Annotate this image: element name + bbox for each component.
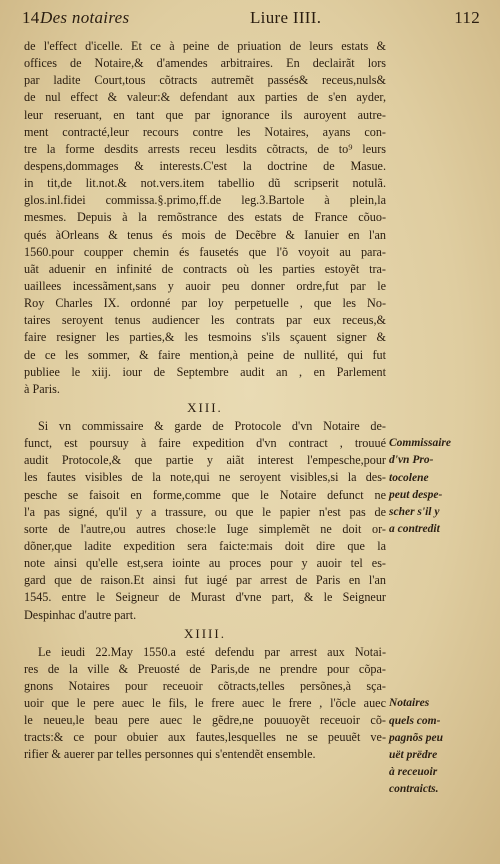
margin-note-line: Commissaire xyxy=(389,437,451,450)
text-line: taires seroyent tenus audiencer les contrats par eux receus,& xyxy=(24,313,386,328)
text-line: mesmes. Depuis à la remõstrance des estats de France cõuo- xyxy=(24,210,386,225)
text-line: faire resigner les parties,& les tesmoins s'ils sçauent signer & xyxy=(24,330,386,345)
text-line: funct, est poursuy à faire expedition d'vn contract , trouué xyxy=(24,436,386,451)
running-title: Des notaires xyxy=(40,8,130,27)
text-line: de l'effect d'icelle. Et ce à peine de priuation de leurs estats & xyxy=(24,39,386,53)
text-line: l'a pas signé, qu'il y a trassure, ou que le papier n'est pas de xyxy=(24,504,386,519)
margin-note-line: Notaires xyxy=(389,697,430,710)
margin-note-line: a contredit xyxy=(389,523,440,535)
text-line: le neueu,le beau pere auec le gẽdre,ne pouuoyẽt receuoir cõ- xyxy=(24,713,386,728)
text-line: sorte de l'autre,ou autres chose:le Iuge simplemẽt ne doit or- xyxy=(24,521,386,536)
text-line: rifier & auerer par telles personnes qui s'entendẽt ensemble. xyxy=(24,747,316,762)
text-line: uaillees incessãment,sans y auoir peu donner ordre,fut par le xyxy=(24,278,386,293)
text-line: à Paris. xyxy=(24,381,60,396)
section-heading: XIIII. xyxy=(184,625,226,641)
margin-note-line: quels com- xyxy=(389,714,441,727)
text-line: de ce les sommer, & faire mention,à peine de nullité, qui fut xyxy=(24,347,386,362)
text-line: tre la forme desdits arrests receu lesdits cõtracts, de to⁹ leurs xyxy=(24,141,386,156)
text-line: Roy Charles IX. ordonné par loy perpetuelle , que les No- xyxy=(24,296,386,311)
page-number: 14 xyxy=(22,8,40,27)
text-line: in tit,de lit.not.& not.vers.item tabellio dũ scripserit notulã. xyxy=(24,176,386,191)
text-line: les fautes visibles de la note,qui ne seroyent visibles,si la des- xyxy=(24,470,386,485)
body-text xyxy=(24,38,386,764)
text-line: tracts:& ce pour obuier aux fautes,lesquelles ne se peuuẽt ve- xyxy=(24,730,386,745)
text-line: Despinhac d'autre part. xyxy=(24,607,137,622)
text-line: 1560.pour coupper chemin és fausetés que l'õ voyoit au para- xyxy=(24,244,386,259)
margin-note-line: pagnõs peu xyxy=(389,731,443,744)
margin-note xyxy=(389,435,497,538)
margin-note-line: uët prëdre xyxy=(389,748,438,761)
margin-note-line: à receuoir xyxy=(389,765,438,778)
text-line: gnons Notaires pour receuoir cõtracts,telles persõnes,à sça- xyxy=(24,678,386,693)
text-line: res de la ville & Preuosté de Paris,de ne prendre pour cõpa- xyxy=(24,661,386,676)
text-line: qués àOrleans & tenus és mois de Decẽbre & Ianuier en l'an xyxy=(24,227,386,242)
book-label: Liure IIII. xyxy=(250,8,322,27)
text-line: Si vn commissaire & garde de Protocole d'vn Notaire de- xyxy=(38,418,386,433)
text-line: dõner,que ladite expedition sera faicte:mais doit dire que la xyxy=(24,538,386,553)
margin-note-line: d'vn Pro- xyxy=(389,454,434,467)
page-header xyxy=(22,8,480,32)
margin-note-line: scher s'il y xyxy=(389,505,440,518)
margin-note-line: tocolene xyxy=(389,471,429,484)
margin-note-line: contraicts. xyxy=(389,783,439,796)
section-heading: XIII. xyxy=(187,399,223,415)
text-line: ment contracté,leur recours contre les Notaires, ayans con- xyxy=(24,124,386,139)
text-line: audit Protocole,& que partie y aiãt interest l'empesche,pour xyxy=(24,453,386,468)
text-line: offices de Notaire,& d'amendes arbitraires. En declairãt lors xyxy=(24,56,386,71)
margin-note xyxy=(389,695,497,798)
text-line: Le ieudi 22.May 1550.a esté defendu par arrest aux Notai- xyxy=(38,644,386,659)
text-line: note ainsi qu'elle est,sera iointe au proces pour y auoir tel es- xyxy=(24,556,386,571)
folio-number: 112 xyxy=(454,8,480,27)
text-line: 1545. entre le Seigneur de Murast d'vne part, & le Seigneur xyxy=(24,590,386,605)
text-line: de nul effect & valeur:& defendant aux parties de s'en ayder, xyxy=(24,90,386,105)
text-line: gard que de raison.Et ainsi fut iugé par arrest de Paris en l'an xyxy=(24,573,386,588)
text-line: despens,dommages & interests.C'est la doctrine de Masue. xyxy=(24,158,386,173)
text-line: uãt aduenir en infinité de contracts où les parties estoyẽt tra- xyxy=(24,261,386,276)
text-line: leur reseruant, en tant que par ignorance ils auroyent autre- xyxy=(24,107,386,122)
text-line: uoir que le pere auec le fils, le frere auec le frere , l'õcle auec xyxy=(24,696,386,711)
text-line: publiee le xiij. iour de Septembre audit an , en Parlement xyxy=(24,364,386,379)
text-line: par ladite Court,tous cõtracts autremẽt passés& receus,nuls& xyxy=(24,73,386,88)
text-line: pesche se faisoit en forme,comme que le Notaire defunct ne xyxy=(24,487,386,502)
margin-note-line: peut despe- xyxy=(389,488,443,501)
text-line: glos.inl.fidei commissa.§.primo,ff.de leg.3.Bartole à plein,la xyxy=(24,193,386,208)
